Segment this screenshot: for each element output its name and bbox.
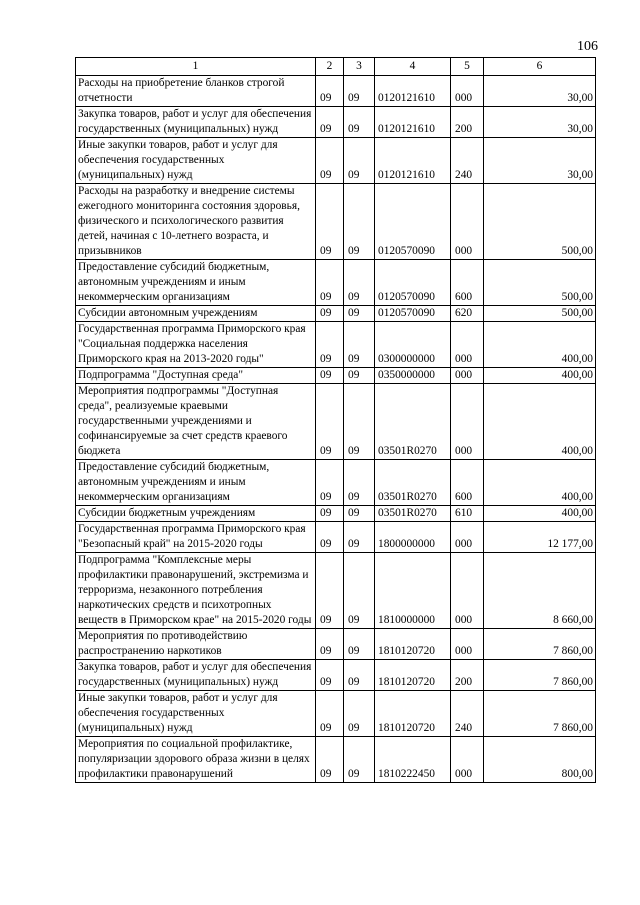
row-expense-type: 000 bbox=[451, 522, 484, 553]
table-row bbox=[76, 184, 596, 260]
table-row bbox=[76, 107, 596, 138]
row-subsection-code: 09 bbox=[344, 553, 375, 629]
row-description: Закупка товаров, работ и услуг для обеспечения государственных (муниципальных) нужд bbox=[76, 660, 316, 691]
row-description: Подпрограмма "Комплексные меры профилактики правонарушений, экстремизма и терроризма, незаконного потребления наркотических средств и психотропных веществ в Приморском крае" на 2015-2020 годы bbox=[76, 553, 316, 629]
table-row bbox=[76, 553, 596, 629]
row-expense-type: 000 bbox=[451, 629, 484, 660]
row-amount: 30,00 bbox=[484, 107, 596, 138]
header-cell-6: 6 bbox=[484, 58, 596, 76]
row-amount: 7 860,00 bbox=[484, 629, 596, 660]
row-description: Подпрограмма "Доступная среда" bbox=[76, 368, 316, 384]
row-expense-type: 000 bbox=[451, 553, 484, 629]
row-target-article: 03501R0270 bbox=[375, 384, 451, 460]
row-expense-type: 610 bbox=[451, 506, 484, 522]
row-subsection-code: 09 bbox=[344, 737, 375, 783]
row-subsection-code: 09 bbox=[344, 660, 375, 691]
row-amount: 400,00 bbox=[484, 368, 596, 384]
row-section-code: 09 bbox=[316, 138, 344, 184]
row-description: Иные закупки товаров, работ и услуг для обеспечения государственных (муниципальных) нужд bbox=[76, 691, 316, 737]
row-section-code: 09 bbox=[316, 660, 344, 691]
row-section-code: 09 bbox=[316, 306, 344, 322]
row-description: Закупка товаров, работ и услуг для обеспечения государственных (муниципальных) нужд bbox=[76, 107, 316, 138]
row-expense-type: 000 bbox=[451, 737, 484, 783]
budget-table bbox=[75, 57, 596, 783]
header-cell-4: 4 bbox=[375, 58, 451, 76]
header-cell-3: 3 bbox=[344, 58, 375, 76]
row-description: Мероприятия по социальной профилактике, популяризации здорового образа жизни в целях профилактики правонарушений bbox=[76, 737, 316, 783]
row-target-article: 1800000000 bbox=[375, 522, 451, 553]
row-target-article: 0120570090 bbox=[375, 260, 451, 306]
row-target-article: 1810000000 bbox=[375, 553, 451, 629]
row-description: Мероприятия по противодействию распространению наркотиков bbox=[76, 629, 316, 660]
row-target-article: 1810120720 bbox=[375, 629, 451, 660]
table-row bbox=[76, 306, 596, 322]
row-section-code: 09 bbox=[316, 553, 344, 629]
row-section-code: 09 bbox=[316, 76, 344, 107]
row-amount: 7 860,00 bbox=[484, 691, 596, 737]
table-row bbox=[76, 76, 596, 107]
table-row bbox=[76, 522, 596, 553]
header-cell-5: 5 bbox=[451, 58, 484, 76]
row-target-article: 1810120720 bbox=[375, 660, 451, 691]
page-number: 106 bbox=[577, 39, 598, 54]
header-cell-2: 2 bbox=[316, 58, 344, 76]
row-target-article: 0120121610 bbox=[375, 76, 451, 107]
row-amount: 500,00 bbox=[484, 184, 596, 260]
row-amount: 400,00 bbox=[484, 322, 596, 368]
row-description: Субсидии автономным учреждениям bbox=[76, 306, 316, 322]
row-amount: 800,00 bbox=[484, 737, 596, 783]
table-row bbox=[76, 460, 596, 506]
row-expense-type: 620 bbox=[451, 306, 484, 322]
table-row bbox=[76, 691, 596, 737]
table-row bbox=[76, 384, 596, 460]
row-section-code: 09 bbox=[316, 629, 344, 660]
row-target-article: 0120121610 bbox=[375, 107, 451, 138]
row-amount: 30,00 bbox=[484, 138, 596, 184]
row-section-code: 09 bbox=[316, 522, 344, 553]
row-amount: 8 660,00 bbox=[484, 553, 596, 629]
row-target-article: 0350000000 bbox=[375, 368, 451, 384]
row-amount: 12 177,00 bbox=[484, 522, 596, 553]
row-expense-type: 200 bbox=[451, 660, 484, 691]
row-expense-type: 240 bbox=[451, 138, 484, 184]
row-expense-type: 600 bbox=[451, 460, 484, 506]
row-description: Мероприятия подпрограммы "Доступная среда", реализуемые краевыми государственными учреждениями и софинансируемые за счет средств краевого бюджета bbox=[76, 384, 316, 460]
row-subsection-code: 09 bbox=[344, 384, 375, 460]
row-expense-type: 600 bbox=[451, 260, 484, 306]
row-section-code: 09 bbox=[316, 737, 344, 783]
row-expense-type: 200 bbox=[451, 107, 484, 138]
row-target-article: 03501R0270 bbox=[375, 460, 451, 506]
table-row bbox=[76, 506, 596, 522]
row-description: Расходы на приобретение бланков строгой отчетности bbox=[76, 76, 316, 107]
row-description: Расходы на разработку и внедрение системы ежегодного мониторинга состояния здоровья, физического и психологического развития детей, начиная с 10-летнего возраста, и призывников bbox=[76, 184, 316, 260]
row-section-code: 09 bbox=[316, 384, 344, 460]
row-target-article: 0120121610 bbox=[375, 138, 451, 184]
row-target-article: 0300000000 bbox=[375, 322, 451, 368]
row-subsection-code: 09 bbox=[344, 460, 375, 506]
table-row bbox=[76, 368, 596, 384]
row-target-article: 0120570090 bbox=[375, 306, 451, 322]
row-description: Предоставление субсидий бюджетным, автономным учреждениям и иным некоммерческим организациям bbox=[76, 460, 316, 506]
row-section-code: 09 bbox=[316, 368, 344, 384]
row-section-code: 09 bbox=[316, 260, 344, 306]
row-target-article: 1810120720 bbox=[375, 691, 451, 737]
row-subsection-code: 09 bbox=[344, 306, 375, 322]
row-section-code: 09 bbox=[316, 691, 344, 737]
row-expense-type: 000 bbox=[451, 384, 484, 460]
row-section-code: 09 bbox=[316, 184, 344, 260]
row-target-article: 03501R0270 bbox=[375, 506, 451, 522]
row-subsection-code: 09 bbox=[344, 506, 375, 522]
row-section-code: 09 bbox=[316, 506, 344, 522]
row-amount: 30,00 bbox=[484, 76, 596, 107]
row-section-code: 09 bbox=[316, 322, 344, 368]
row-expense-type: 000 bbox=[451, 76, 484, 107]
table-row bbox=[76, 629, 596, 660]
row-description: Субсидии бюджетным учреждениям bbox=[76, 506, 316, 522]
row-amount: 400,00 bbox=[484, 506, 596, 522]
table-row bbox=[76, 322, 596, 368]
row-description: Предоставление субсидий бюджетным, автономным учреждениям и иным некоммерческим организациям bbox=[76, 260, 316, 306]
table-row bbox=[76, 138, 596, 184]
row-section-code: 09 bbox=[316, 460, 344, 506]
table-row bbox=[76, 737, 596, 783]
row-target-article: 1810222450 bbox=[375, 737, 451, 783]
row-subsection-code: 09 bbox=[344, 629, 375, 660]
row-subsection-code: 09 bbox=[344, 522, 375, 553]
row-subsection-code: 09 bbox=[344, 76, 375, 107]
row-subsection-code: 09 bbox=[344, 368, 375, 384]
row-expense-type: 240 bbox=[451, 691, 484, 737]
row-subsection-code: 09 bbox=[344, 260, 375, 306]
row-description: Государственная программа Приморского края "Безопасный край" на 2015-2020 годы bbox=[76, 522, 316, 553]
row-description: Государственная программа Приморского края "Социальная поддержка населения Приморского края на 2013-2020 годы" bbox=[76, 322, 316, 368]
row-amount: 400,00 bbox=[484, 384, 596, 460]
header-cell-1: 1 bbox=[76, 58, 316, 76]
row-amount: 7 860,00 bbox=[484, 660, 596, 691]
row-target-article: 0120570090 bbox=[375, 184, 451, 260]
row-amount: 500,00 bbox=[484, 260, 596, 306]
row-expense-type: 000 bbox=[451, 184, 484, 260]
row-subsection-code: 09 bbox=[344, 107, 375, 138]
row-subsection-code: 09 bbox=[344, 322, 375, 368]
row-expense-type: 000 bbox=[451, 322, 484, 368]
row-amount: 500,00 bbox=[484, 306, 596, 322]
row-subsection-code: 09 bbox=[344, 184, 375, 260]
row-expense-type: 000 bbox=[451, 368, 484, 384]
row-section-code: 09 bbox=[316, 107, 344, 138]
table-row bbox=[76, 660, 596, 691]
row-amount: 400,00 bbox=[484, 460, 596, 506]
table-header-row bbox=[76, 58, 596, 76]
table-row bbox=[76, 260, 596, 306]
row-subsection-code: 09 bbox=[344, 138, 375, 184]
row-subsection-code: 09 bbox=[344, 691, 375, 737]
row-description: Иные закупки товаров, работ и услуг для обеспечения государственных (муниципальных) нужд bbox=[76, 138, 316, 184]
